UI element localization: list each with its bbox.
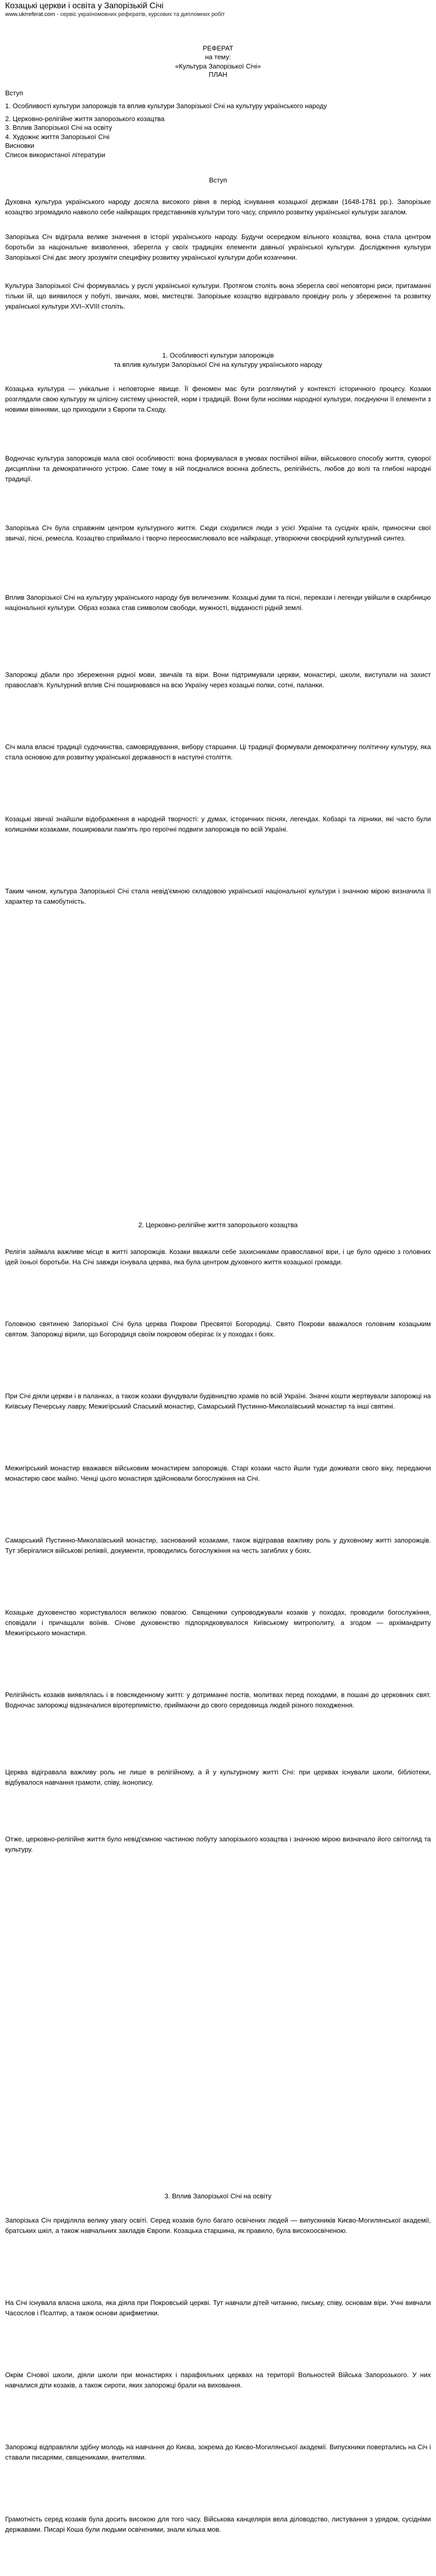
paragraph: Межигірський монастир вважався військовим монастирем запорожців. Старі козаки часто йшли туди доживати свого віку, передаючи монастирю своє майно. Ченці цього монастиря здійснювали богослужіння на Січі.	[5, 1464, 431, 1482]
toc-item: 4. Художнє життя Запорізької Січі	[5, 133, 110, 141]
paragraph: Релігійність козаків виявлялась і в повсякденному житті: у дотриманні постів, молитвах перед походами, в пошані до церковних свят. Водночас запорожці відзначалися віротерпимістю, приймаючи до свого середовища людей різного походження.	[5, 1691, 431, 1709]
paragraph: При Січі діяли церкви і в паланках, а також козаки фундували будівництво храмів по всій Україні. Значні кошти жертвували запорожці на Київську Печерську лавру, Межигірський Спаський монастир, Самарський Пустинно-Миколаївський монастир та інші святині.	[5, 1392, 431, 1410]
paragraph: Духовна культура українського народу досягла високого рівня в період існування козацької держави (1648-1781 рр.). Запорізьке козацтво згромадило навколо себе найкращих представників культури того часу, сприяло розвитку української культури загалом.	[5, 198, 431, 216]
paragraph: Козацька культура — унікальне і неповторне явище. Її феномен має бути розглянутий у контексті історичного процесу. Козаки розглядали свою культуру як цілісну систему цінностей, норм і традицій. Вони були носіями народної культури, поєднуючи її елементи з новими віяннями, що приходили з Європи та Сходу.	[5, 385, 431, 413]
paragraph: Окрім Січової школи, діяли школи при монастирях і парафіяльних церквах на території Вольностей Війська Запорозького. У них навчалися діти козаків, а також сироти, яких запорожці брали на виховання.	[5, 2371, 431, 2389]
toc-item: Вступ	[5, 89, 23, 97]
paragraph: На Січі існувала власна школа, яка діяла при Покровській церкві. Тут навчали дітей читанню, письму, співу, основам віри. Учні вивчали Часослов і Псалтир, а також основи арифметики.	[5, 2299, 431, 2317]
referat-label: РЕФЕРАТ	[202, 44, 234, 52]
toc-item: 1. Особливості культури запорожців та вплив культури Запорізької Січі на культуру українського народу	[5, 102, 327, 110]
paragraph: Козацькі звичаї знайшли відображення в народній творчості: у думах, історичних піснях, легендах. Кобзарі та лірники, які часто були колишніми козаками, поширювали пам'ять про героїчні подвиги запорожців по всій Україні.	[5, 815, 431, 833]
paragraph: Запорожці дбали про збереження рідної мови, звичаїв та віри. Вони підтримували церкви, монастирі, школи, виступали на захист православ'я. Культурний вплив Січі поширювався на всю Україну через козацькі полки, сотні, паланки.	[5, 671, 431, 689]
topic-label: на тему:	[205, 53, 231, 61]
paragraph: Водночас культура запорожців мала свої особливості: вона формувалася в умовах постійної війни, військового способу життя, суворої дисципліни та демократичного устрою. Саме тому в ній поєдналися воєнна доблесть, релігійність, любов до волі та глибокі народні традиції.	[5, 454, 431, 483]
site-tagline: - сервіс україномовних рефератів, курсових та дипломних робіт	[57, 11, 225, 18]
toc-item: 2. Церковно-релігійне життя запорозького козацтва	[5, 115, 165, 123]
paragraph: Грамотність серед козаків була досить високою для того часу. Військова канцелярія вела діловодство, листування з урядом, сусідніми державами. Писарі Коша були людьми освіченими, знали кілька мов.	[5, 2515, 431, 2533]
paragraph: Запорожці відправляли здібну молодь на навчання до Києва, зокрема до Києво-Могилянської академії. Випускники повертались на Січ і ставали писарями, священиками, вчителями.	[5, 2443, 431, 2461]
site-line	[5, 11, 225, 18]
toc-item: Список використаної літератури	[5, 151, 106, 159]
toc-item: Висновки	[5, 142, 34, 149]
paragraph: Релігія займала важливе місце в житті запорожців. Козаки вважали себе захисниками православної віри, і це було однією з головних ідей їхньої боротьби. На Січі завжди існувала церква, яка була центром духовного життя козацької громади.	[5, 1248, 431, 1266]
paragraph: Культура Запорізької Січі формувалась у руслі української культури. Протягом століть вона зберегла свої неповторні риси, притаманні тільки їй, що виявилося у побуті, звичаях, мові, мистецтві. Запорізьке козацтво відігравало провідну роль у збереженні та розвитку української культури XVI–XVIII століть.	[5, 282, 431, 310]
paragraph: Козацьке духовенство користувалося великою повагою. Священики супроводжували козаків у походах, проводили богослужіння, сповідали і причащали воїнів. Січове духовенство підпорядковувалося Київському митрополиту, а згодом — архімандриту Межигірського монастиря.	[5, 1608, 431, 1637]
document-title: Козацькі церкви і освіта у Запорізькій Січі	[5, 2, 164, 10]
section-heading: та вплив культури Запорізької Січі на культуру українського народу	[114, 361, 322, 368]
paragraph: Таким чином, культура Запорізької Січі стала невід'ємною складовою української національної культури і значною мірою визначила її характер та самобутність.	[5, 887, 431, 905]
paragraph: Запорізька Січ була справжнім центром культурного життя. Сюди сходилися люди з усієї України та сусідніх країн, приносячи свої звичаї, пісні, ремесла. Козацтво сприймало і творчо переосмислювало все найкраще, утворюючи своєрідний культурний синтез.	[5, 524, 431, 542]
section-heading: 1. Особливості культури запорожців	[162, 351, 274, 359]
paragraph: Самарський Пустинно-Миколаївський монастир, заснований козаками, також відігравав важливу роль у духовному житті запорожців. Тут зберігалися військові реліквії, документи, проводились богослужіння на честь загиблих у боях.	[5, 1536, 431, 1554]
toc-item: 3. Вплив Запорізької Січі на освіту	[5, 124, 112, 131]
site-link[interactable]: www.ukrreferat.com	[5, 11, 56, 18]
paragraph: Отже, церковно-релігійне життя було невід'ємною частиною побуту запорізького козацтва і значною мірою визначало його світогляд та культуру.	[5, 1835, 431, 1853]
section-heading: Вступ	[209, 176, 227, 184]
paragraph: Церква відігравала важливу роль не лише в релігійному, а й у культурному житті Січі: при церквах існували школи, бібліотеки, відбувалося навчання грамоти, співу, іконопису.	[5, 1768, 431, 1786]
section-heading: 2. Церковно-релігійне життя запорозького козацтва	[138, 1221, 298, 1229]
paragraph: Запорізька Січ приділяла велику увагу освіті. Серед козаків було багато освічених людей — випускників Києво-Могилянської академії, братських шкіл, а також навчальних закладів Європи. Козацька старшина, як правило, була високоосвіченою.	[5, 2216, 431, 2234]
paragraph: Запорізька Січ відіграла велике значення в історії українського народу. Будучи осередком вільного козацтва, вона стала центром боротьби за національне визволення, зберегла у своїх традиціях елементи давньої української культури. Дослідження культури Запорізької Січі дає змогу зрозуміти специфіку розвитку української культури доби козаччини.	[5, 233, 431, 261]
topic-title: «Культура Запорізької Січі»	[175, 62, 261, 70]
paragraph: Головною святинею Запорізької Січі була церква Покрови Пресвятої Богородиці. Свято Покрови вважалося головним козацьким святом. Запорожці вірили, що Богородиця своїм покровом оберігає їх у походах і боях.	[5, 1320, 431, 1338]
paragraph: Січ мала власні традиції судочинства, самоврядування, вибору старшини. Ці традиції формували демократичну політичну культуру, яка стала основою для розвитку української державності в наступні століття.	[5, 743, 431, 761]
section-heading: 3. Вплив Запорізької Січі на освіту	[164, 2192, 272, 2200]
paragraph: Вплив Запорізької Січі на культуру українського народу був величезним. Козацькі думи та пісні, перекази і легенди увійшли в скарбницю національної культури. Образ козака став символом свободи, мужності, відданості рідній землі.	[5, 594, 431, 612]
plan-label: ПЛАН	[208, 71, 228, 78]
